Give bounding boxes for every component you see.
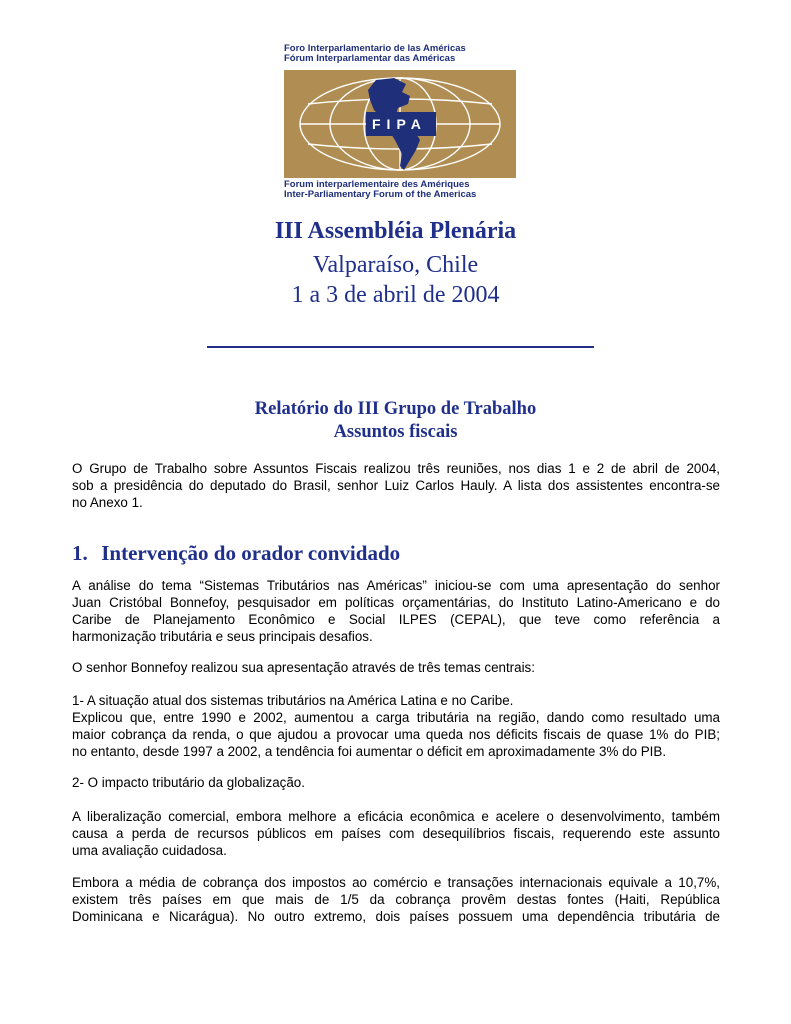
paragraph-line: A análise do tema “Sistemas Tributários nas Américas” iniciou-se com uma apresentação do senhor (72, 578, 720, 593)
paragraph-line: O senhor Bonnefoy realizou sua apresentação através de três temas centrais: (72, 660, 535, 675)
paragraph-line: existem três países em que mais de 1/5 da cobrança provêm destas fontes (Haiti, República (72, 892, 720, 907)
intro-paragraph (72, 460, 720, 511)
paragraph-line: sob a presidência do deputado do Brasil, senhor Luiz Carlos Hauly. A lista dos assistentes encontra-se (72, 478, 720, 493)
paragraph-theme-1 (72, 692, 720, 760)
logo-text-spanish: Foro Interparlamentario de las Américas (284, 43, 466, 54)
section-heading (72, 541, 400, 566)
paragraph-speaker (72, 577, 720, 645)
logo-wordmark: FIPA (372, 116, 427, 132)
logo-bottom-text (284, 180, 524, 200)
paragraph-line: harmonização tributária e seus principais desafios. (72, 629, 373, 644)
assembly-title: III Assembléia Plenária (274, 218, 517, 244)
paragraph-line: uma avaliação cuidadosa. (72, 843, 227, 858)
logo-top-text (284, 44, 524, 64)
fipa-logo (284, 70, 516, 178)
logo-text-english: Inter-Parliamentary Forum of the Americas (284, 189, 477, 200)
paragraph-line: 1- A situação atual dos sistemas tributários na América Latina e no Caribe. (72, 693, 514, 708)
section-title: Intervenção do orador convidado (101, 541, 401, 565)
header-divider (207, 346, 594, 348)
paragraph-line: Juan Cristóbal Bonnefoy, pesquisador em políticas orçamentárias, do Instituto Latino-Americano e do (72, 595, 720, 610)
paragraph-line: Dominicana e Nicarágua). No outro extremo, dois países possuem uma dependência tributária de (72, 909, 720, 924)
paragraph-liberalization (72, 808, 720, 859)
assembly-place: Valparaíso, Chile (312, 252, 479, 278)
paragraph-line: Caribe de Planejamento Econômico e Social ILPES (CEPAL), que teve como referência a (72, 612, 720, 627)
paragraph-theme-2 (72, 774, 720, 791)
paragraph-line: A liberalização comercial, embora melhore a eficácia econômica e acelere o desenvolvimento, também (72, 809, 720, 824)
paragraph-line: no entanto, desde 1997 a 2002, a tendência foi aumentar o déficit em aproximadamente 3% do PIB. (72, 744, 667, 759)
assembly-dates: 1 a 3 de abril de 2004 (291, 282, 500, 308)
paragraph-themes (72, 659, 720, 676)
paragraph-line: O Grupo de Trabalho sobre Assuntos Fiscais realizou três reuniões, nos dias 1 e 2 de abril de 2004, (72, 461, 720, 476)
logo-text-portuguese: Fórum Interparlamentar das Américas (284, 53, 456, 64)
paragraph-line: Embora a média de cobrança dos impostos ao comércio e transações internacionais equivale a 10,7%, (72, 875, 720, 890)
paragraph-line: Explicou que, entre 1990 e 2002, aumentou a carga tributária na região, dando como resultado uma (72, 710, 720, 725)
paragraph-line: causa a perda de recursos públicos em países com desequilíbrios fiscais, requerendo este assunto (72, 826, 720, 841)
paragraph-line: 2- O impacto tributário da globalização. (72, 775, 305, 790)
report-title: Relatório do III Grupo de Trabalho (254, 399, 537, 419)
section-number: 1. (72, 541, 88, 565)
report-subtitle: Assuntos fiscais (333, 422, 458, 442)
paragraph-line: no Anexo 1. (72, 495, 143, 510)
paragraph-tax-collection (72, 874, 720, 925)
logo-text-french: Forum interparlementaire des Amériques (284, 179, 470, 190)
paragraph-line: maior cobrança da renda, o que ajudou a provocar uma queda nos déficits fiscais de quase 1% do PIB; (72, 727, 720, 742)
